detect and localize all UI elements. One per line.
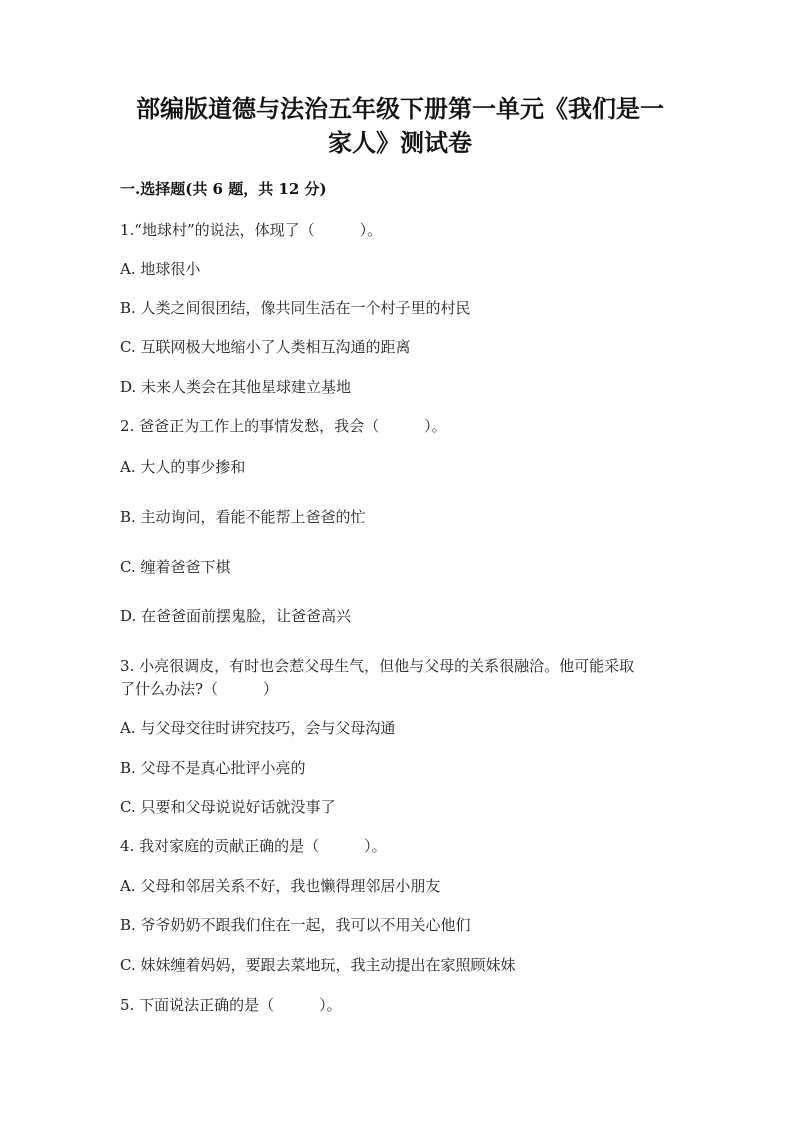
question-3-option-c: C. 只要和父母说说好话就没事了 (120, 798, 336, 816)
question-2-option-c: C. 缠着爸爸下棋 (120, 558, 231, 576)
question-3-stem-line-1: 3. 小亮很调皮，有时也会惹父母生气，但他与父母的关系很融洽。他可能采取 (120, 657, 635, 675)
question-4-option-a: A. 父母和邻居关系不好，我也懒得理邻居小朋友 (120, 877, 441, 895)
question-1-option-b: B. 人类之间很团结，像共同生活在一个村子里的村民 (120, 299, 471, 317)
question-3-option-b: B. 父母不是真心批评小亮的 (120, 759, 306, 777)
section-heading: 一.选择题(共 6 题，共 12 分) (120, 180, 327, 198)
question-1-option-d: D. 未来人类会在其他星球建立基地 (120, 378, 352, 396)
question-4-option-b: B. 爷爷奶奶不跟我们住在一起，我可以不用关心他们 (120, 916, 471, 934)
question-5-stem: 5. 下面说法正确的是（ ）。 (120, 996, 342, 1014)
question-4-option-c: C. 妹妹缠着妈妈，要跟去菜地玩，我主动提出在家照顾妹妹 (120, 956, 516, 974)
question-3-option-a: A. 与父母交往时讲究技巧，会与父母沟通 (120, 719, 396, 737)
question-1-option-a: A. 地球很小 (120, 260, 201, 278)
question-2-option-d: D. 在爸爸面前摆鬼脸，让爸爸高兴 (120, 607, 352, 625)
question-1-option-c: C. 互联网极大地缩小了人类相互沟通的距离 (120, 338, 411, 356)
question-2-option-a: A. 大人的事少掺和 (120, 458, 246, 476)
question-2-option-b: B. 主动询问，看能不能帮上爸爸的忙 (120, 508, 366, 526)
title-line-2: 家人》测试卷 (328, 128, 472, 157)
question-1-stem: 1.“地球村”的说法，体现了（ ）。 (120, 221, 383, 239)
question-3-stem-line-2: 了什么办法?（ ） (120, 680, 279, 698)
page-title (110, 92, 690, 160)
question-2-stem: 2. 爸爸正为工作上的事情发愁，我会（ ）。 (120, 417, 447, 435)
title-line-1: 部编版道德与法治五年级下册第一单元《我们是一 (136, 94, 664, 123)
question-4-stem: 4. 我对家庭的贡献正确的是（ ）。 (120, 837, 387, 855)
